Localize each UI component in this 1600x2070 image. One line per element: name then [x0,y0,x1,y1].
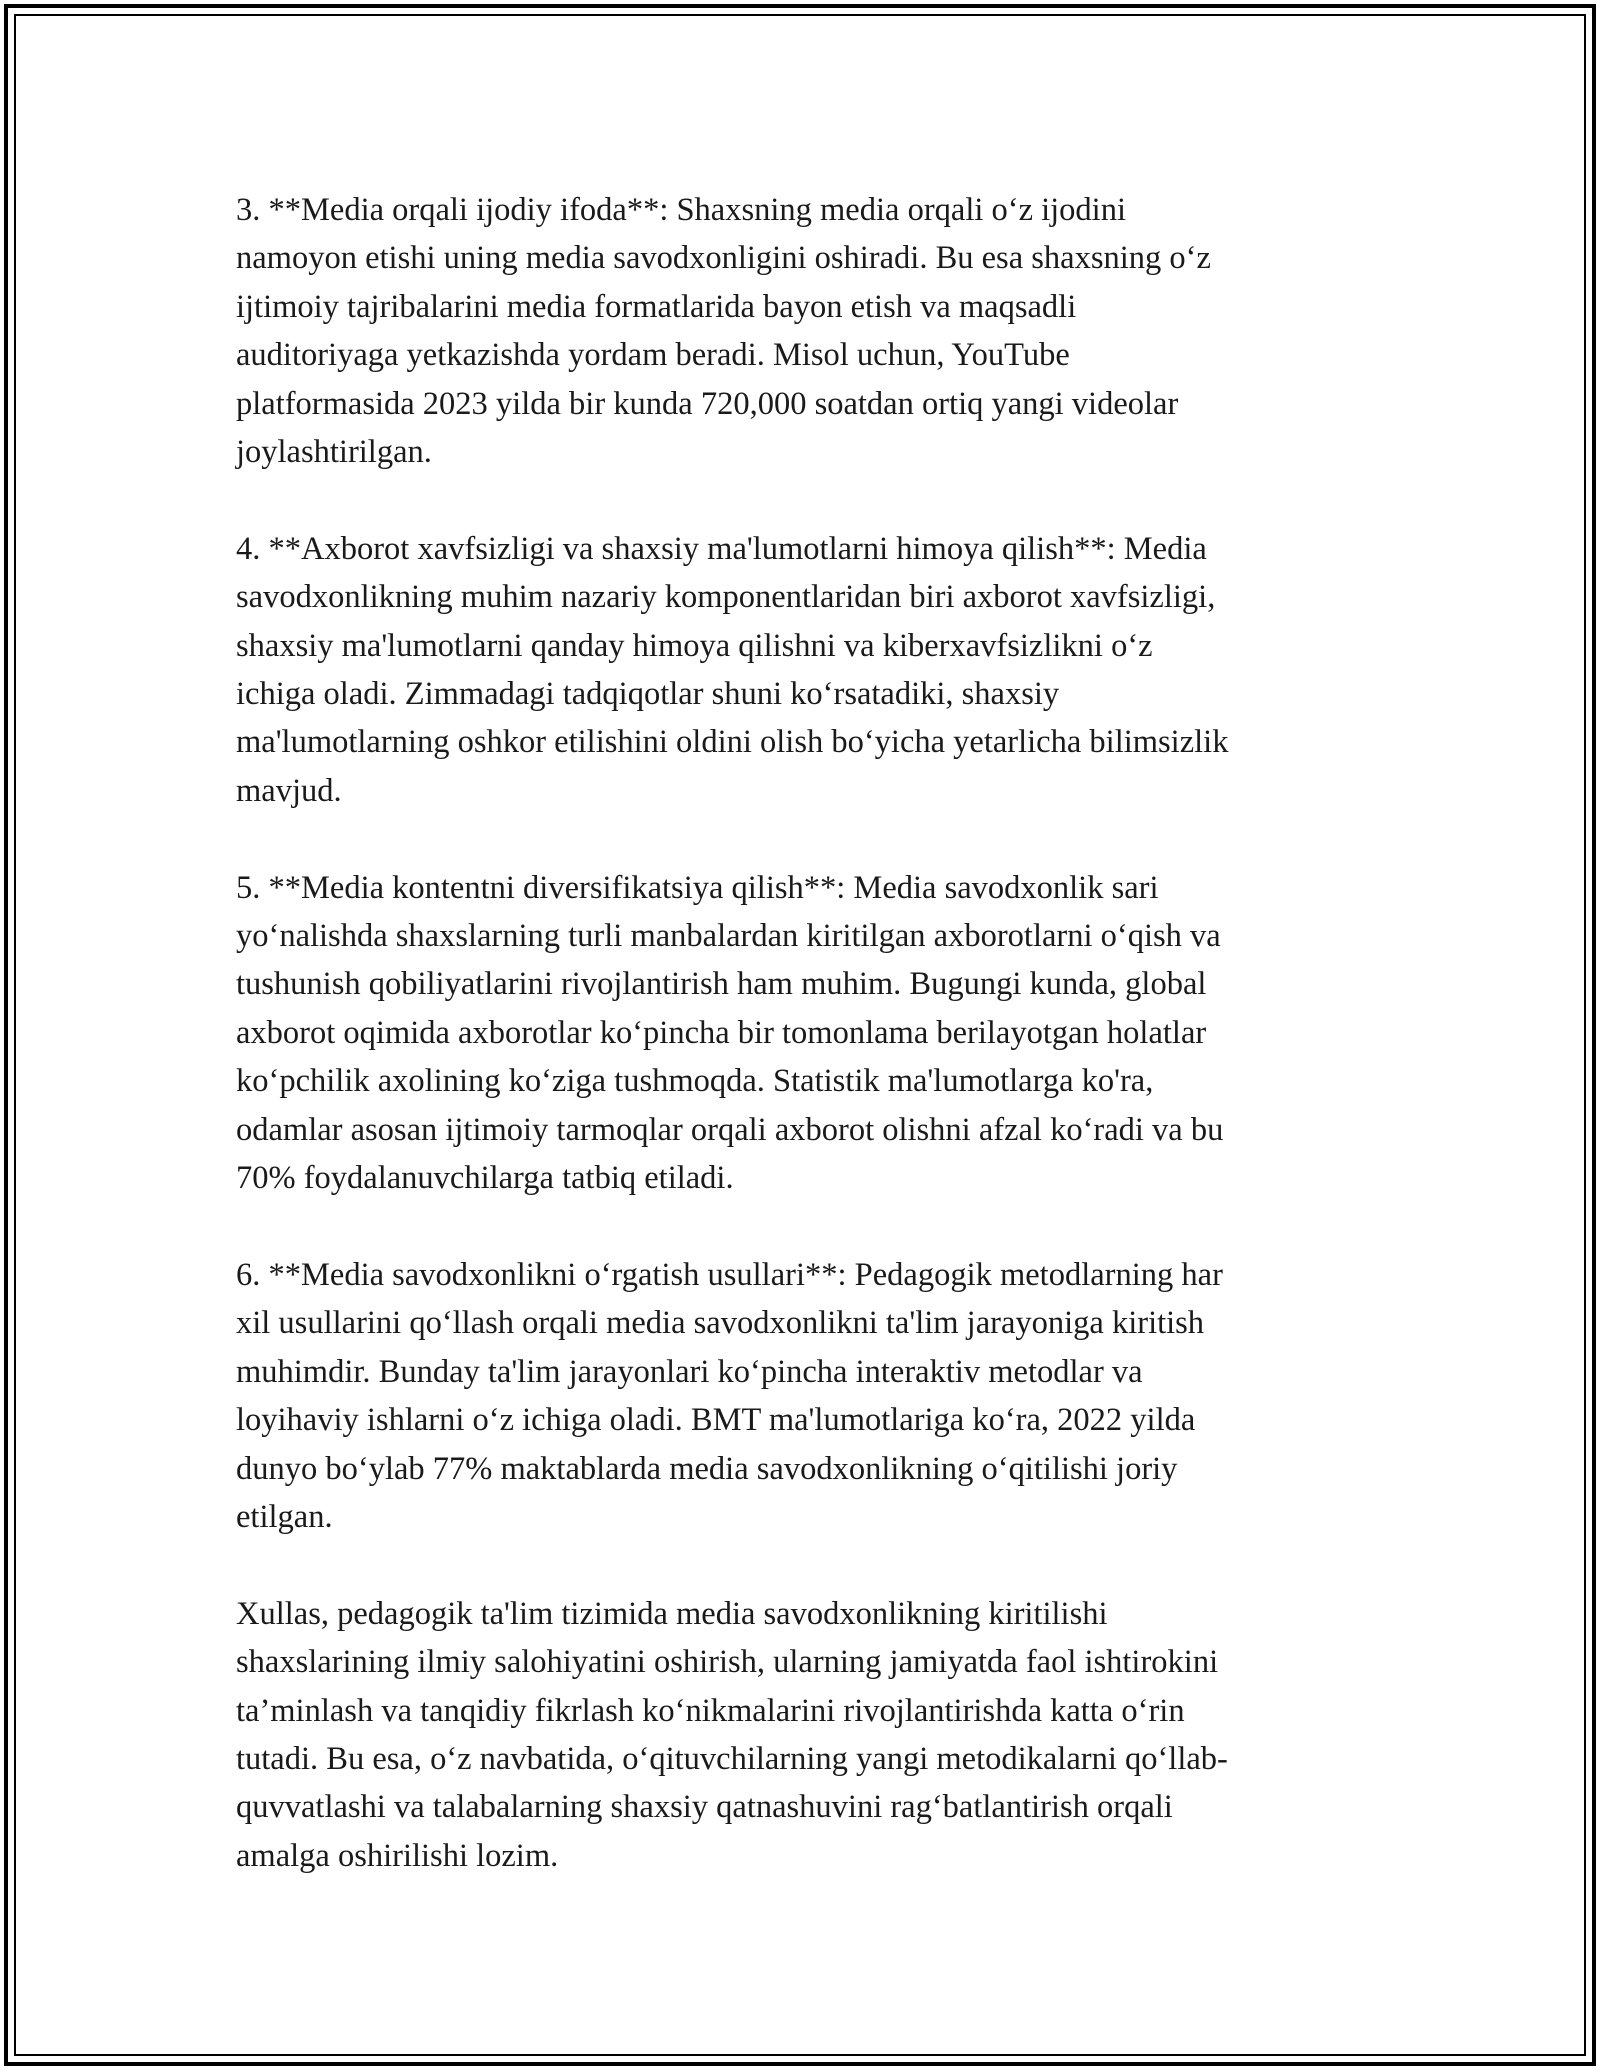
paragraph-3-creative-expression [236,186,1366,476]
text-line: ta’minlash va tanqidiy fikrlash ko‘nikmalarini rivojlantirishda katta o‘rin [236,1692,1185,1729]
text-line: amalga oshirilishi lozim. [236,1837,559,1874]
text-line: Xullas, pedagogik ta'lim tizimida media savodxonlikning kiritilishi [236,1595,1108,1632]
paragraph-6-teaching-methods [236,1251,1366,1541]
text-line: ijtimoiy tajribalarini media formatlarida bayon etish va maqsadli [236,288,1077,325]
text-line: tushunish qobiliyatlarini rivojlantirish ham muhim. Bugungi kunda, global [236,966,1207,1003]
text-line: tutadi. Bu esa, o‘z navbatida, o‘qituvchilarning yangi metodikalarni qo‘llab- [236,1740,1228,1777]
text-line: shaxslarining ilmiy salohiyatini oshirish, ularning jamiyatda faol ishtirokini [236,1644,1219,1681]
text-line: muhimdir. Bunday ta'lim jarayonlari ko‘pincha interaktiv metodlar va [236,1353,1143,1390]
paragraph-conclusion [236,1590,1366,1880]
paragraph-4-information-security [236,525,1366,815]
text-line: yo‘nalishda shaxslarning turli manbalardan kiritilgan axborotlarni o‘qish va [236,918,1221,955]
document-body [236,186,1366,1880]
text-line: shaxsiy ma'lumotlarni qanday himoya qilishni va kiberxavfsizlikni o‘z [236,627,1153,664]
text-line: quvvatlashi va talabalarning shaxsiy qatnashuvini rag‘batlantirish orqali [236,1789,1173,1826]
text-line: namoyon etishi uning media savodxonligini oshiradi. Bu esa shaxsning o‘z [236,240,1211,277]
text-line: platformasida 2023 yilda bir kunda 720,000 soatdan ortiq yangi videolar [236,385,1179,422]
text-line: xil usullarini qo‘llash orqali media savodxonlikni ta'lim jarayoniga kiritish [236,1305,1205,1342]
text-line: 3. **Media orqali ijodiy ifoda**: Shaxsning media orqali o‘z ijodini [236,192,1126,228]
text-line: odamlar asosan ijtimoiy tarmoqlar orqali axborot olishni afzal ko‘radi va bu [236,1111,1224,1148]
text-line: mavjud. [236,772,342,809]
text-line: loyihaviy ishlarni o‘z ichiga oladi. BMT ma'lumotlariga ko‘ra, 2022 yilda [236,1402,1196,1439]
text-line: etilgan. [236,1498,333,1535]
text-line: ichiga oladi. Zimmadagi tadqiqotlar shuni ko‘rsatadiki, shaxsiy [236,676,1060,713]
paragraph-5-content-diversification [236,864,1366,1203]
text-line: dunyo bo‘ylab 77% maktablarda media savodxonlikning o‘qitilishi joriy [236,1450,1178,1487]
text-line: 4. **Axborot xavfsizligi va shaxsiy ma'lumotlarni himoya qilish**: Media [236,530,1207,567]
text-line: auditoriyaga yetkazishda yordam beradi. Misol uchun, YouTube [236,337,1070,374]
text-line: ko‘pchilik axolining ko‘ziga tushmoqda. Statistik ma'lumotlarga ko'ra, [236,1063,1154,1100]
text-line: savodxonlikning muhim nazariy komponentlaridan biri axborot xavfsizligi, [236,579,1216,616]
text-line: ma'lumotlarning oshkor etilishini oldini olish bo‘yicha yetarlicha bilimsizlik [236,724,1229,761]
text-line: 70% foydalanuvchilarga tatbiq etiladi. [236,1160,734,1197]
text-line: joylashtirilgan. [236,434,432,471]
text-line: 6. **Media savodxonlikni o‘rgatish usullari**: Pedagogik metodlarning har [236,1256,1223,1293]
text-line: 5. **Media kontentni diversifikatsiya qilish**: Media savodxonlik sari [236,869,1159,906]
text-line: axborot oqimida axborotlar ko‘pincha bir tomonlama berilayotgan holatlar [236,1014,1207,1051]
